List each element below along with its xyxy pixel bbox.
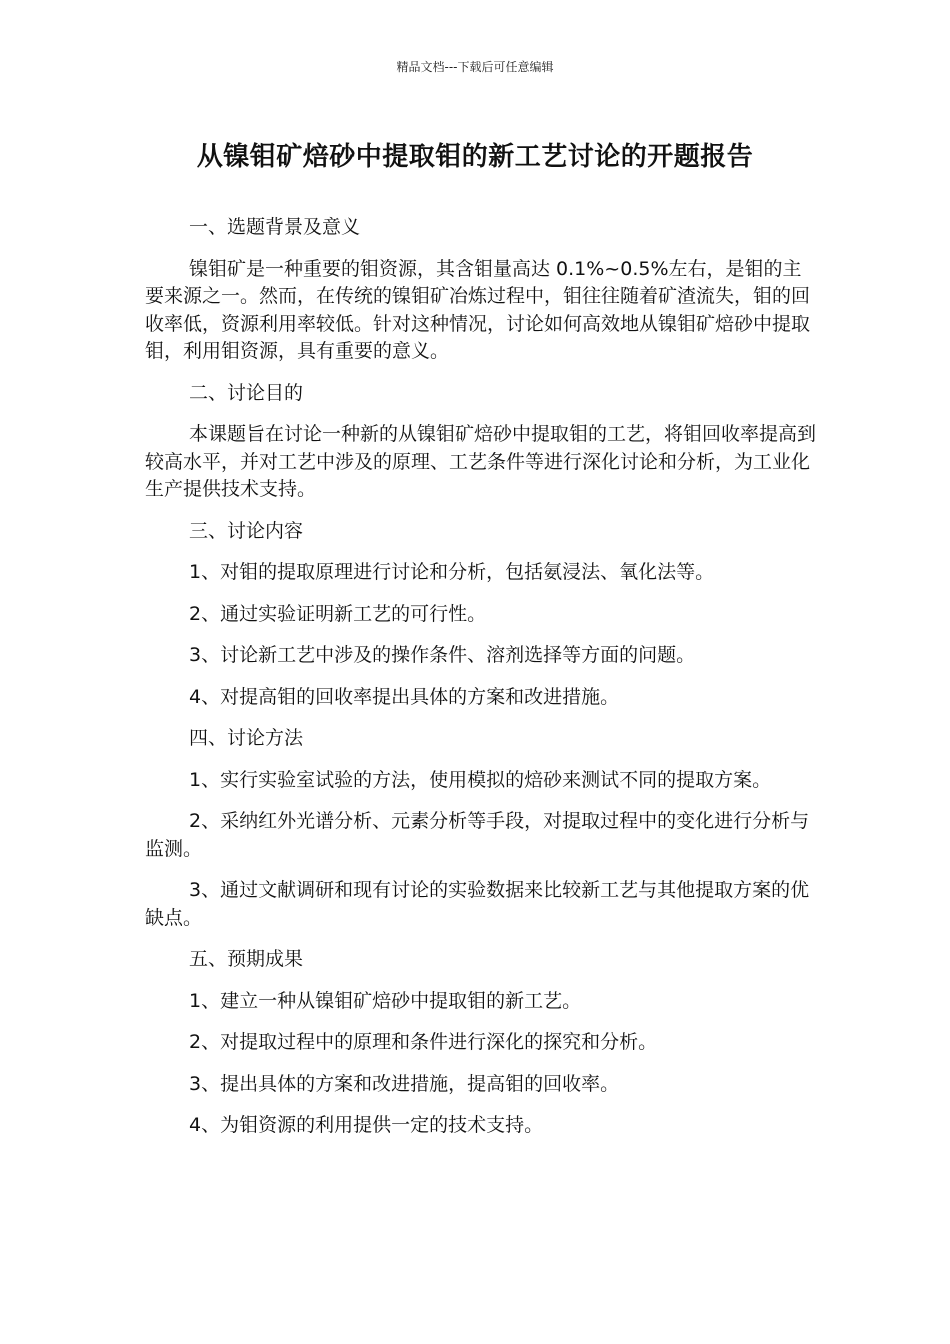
list-item-method-1: 1、实行实验室试验的方法，使用模拟的焙砂来测试不同的提取方案。 — [189, 768, 772, 791]
section-heading-method: 四、讨论方法 — [189, 727, 304, 749]
paragraph-background: 镍钼矿是一种重要的钼资源，其含钼量高达 0.1%~0.5%左右，是钼的主要来源之一。然而，在传统的镍钼矿冶炼过程中，钼往往随着矿渣流失，钼的回收率低，资源利用率较低。针对这种情况，讨论如何高效地从镍钼矿焙砂中提取钼，利用钼资源，具有重要的意义。 — [145, 257, 811, 362]
list-item-content-2: 2、通过实验证明新工艺的可行性。 — [189, 602, 487, 625]
list-item-content-3: 3、讨论新工艺中涉及的操作条件、溶剂选择等方面的问题。 — [189, 644, 696, 666]
list-item-content-4: 4、对提高钼的回收率提出具体的方案和改进措施。 — [189, 685, 620, 708]
section-heading-content: 三、讨论内容 — [189, 519, 304, 542]
list-item-outcome-1: 1、建立一种从镍钼矿焙砂中提取钼的新工艺。 — [189, 989, 582, 1012]
section-heading-background: 一、选题背景及意义 — [189, 216, 361, 238]
list-item-method-2: 2、采纳红外光谱分析、元素分析等手段，对提取过程中的变化进行分析与监测。 — [145, 810, 810, 860]
paragraph-purpose: 本课题旨在讨论一种新的从镍钼矿焙砂中提取钼的工艺，将钼回收率提高到较高水平，并对工艺中涉及的原理、工艺条件等进行深化讨论和分析，为工业化生产提供技术支持。 — [145, 423, 817, 500]
list-item-outcome-2: 2、对提取过程中的原理和条件进行深化的探究和分析。 — [189, 1031, 658, 1053]
list-item-content-1: 1、对钼的提取原理进行讨论和分析，包括氨浸法、氧化法等。 — [189, 561, 715, 583]
document-title: 从镍钼矿焙砂中提取钼的新工艺讨论的开题报告 — [196, 142, 754, 172]
list-item-outcome-4: 4、为钼资源的利用提供一定的技术支持。 — [189, 1114, 544, 1136]
list-item-method-3: 3、通过文献调研和现有讨论的实验数据来比较新工艺与其他提取方案的优缺点。 — [145, 879, 810, 929]
section-heading-purpose: 二、讨论目的 — [189, 381, 304, 404]
page-header-note: 精品文档---下载后可任意编辑 — [396, 60, 554, 74]
section-heading-outcomes: 五、预期成果 — [189, 948, 304, 970]
document-body — [145, 214, 817, 1154]
list-item-outcome-3: 3、提出具体的方案和改进措施，提高钼的回收率。 — [189, 1072, 620, 1095]
